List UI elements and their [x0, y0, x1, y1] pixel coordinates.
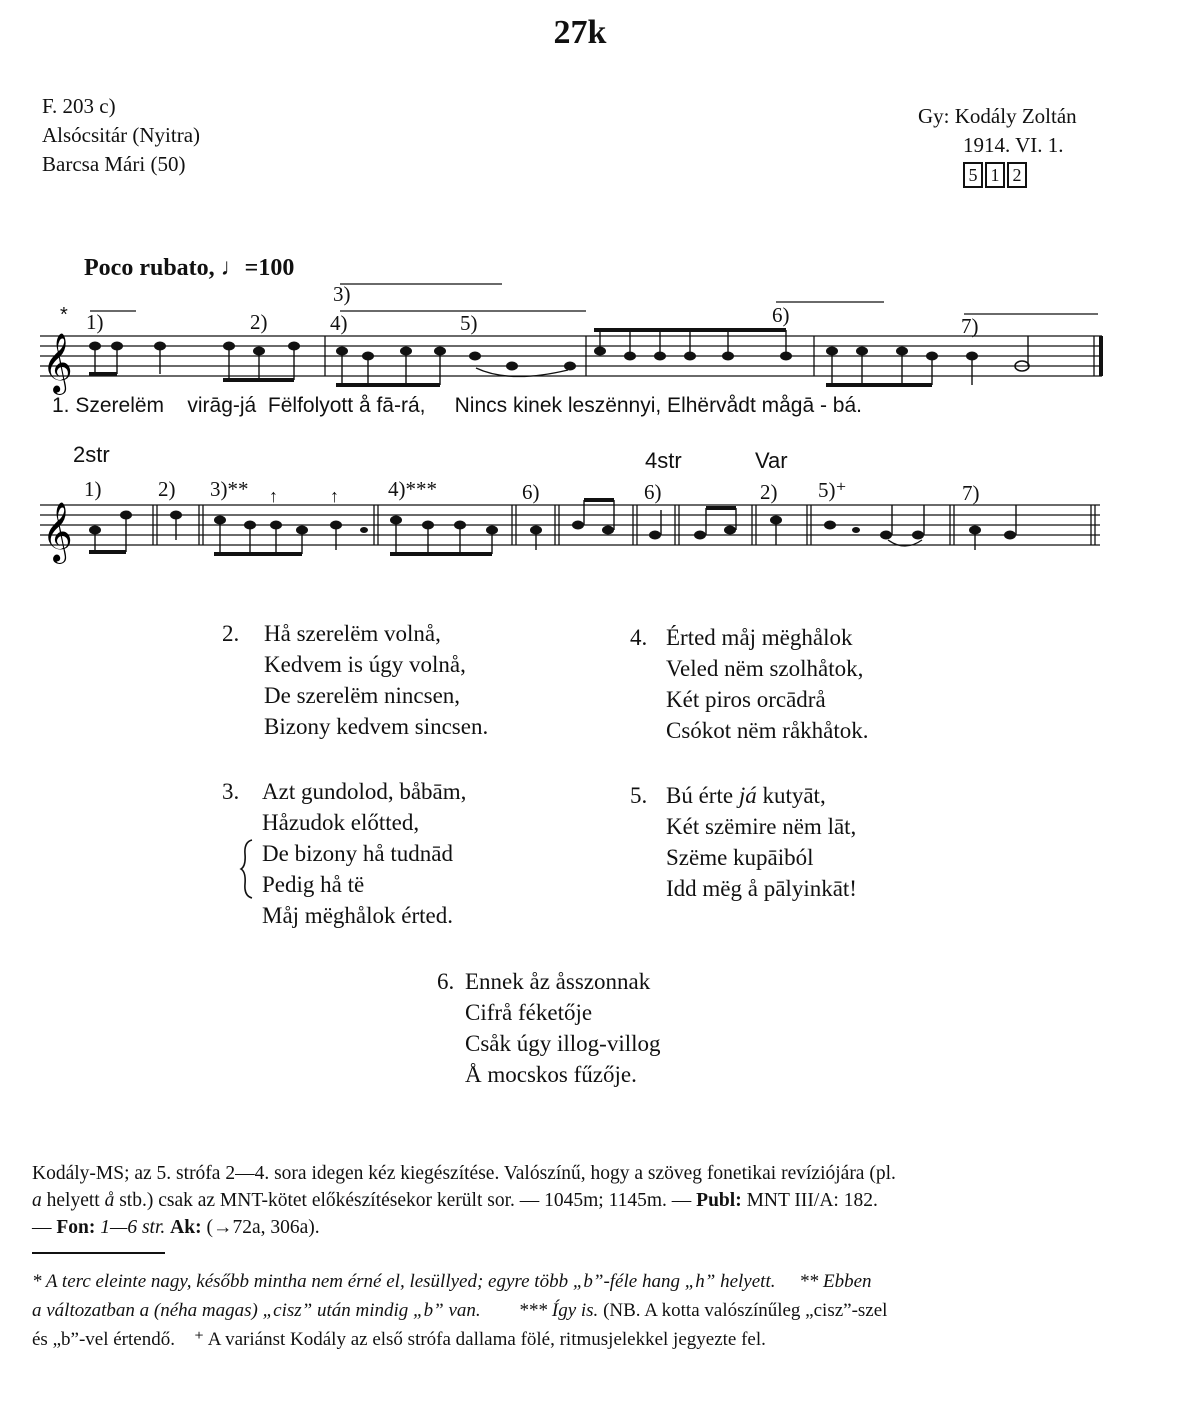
- text-span: (→72a, 306a).: [201, 1217, 320, 1238]
- stems-row-2: [89, 500, 1016, 554]
- stanza-5: [630, 780, 857, 904]
- stanza-line: Szëme kupāiból: [666, 845, 814, 870]
- stanza-line: Azt gundolod, båbām,: [262, 779, 467, 804]
- text-span: —: [32, 1217, 57, 1238]
- stanza-line: Cifrå féketője: [465, 1000, 593, 1025]
- variant-mark-7: 7): [961, 314, 979, 338]
- stanza-3: [222, 776, 466, 931]
- page-title: 27k: [553, 14, 607, 51]
- source-notes: [32, 1160, 1112, 1241]
- strophe-4-label: 4str: [645, 448, 682, 473]
- ak-label: Ak:: [170, 1217, 202, 1238]
- collector: Gy: Kodály Zoltán: [918, 104, 1077, 128]
- singer: Barcsa Mári (50): [42, 152, 186, 176]
- fon-label: Fon:: [56, 1217, 96, 1238]
- stanza-number: 2.: [222, 621, 240, 646]
- asterisk-mark: *: [60, 304, 68, 326]
- variant-mark-4: 4): [330, 311, 348, 335]
- arrow-up-icon: ↑: [330, 486, 339, 506]
- stanza-line: Å mocskos fűzője.: [465, 1062, 637, 1087]
- row2-mark-1: 1): [84, 477, 102, 501]
- stanza-number: 5.: [630, 783, 648, 808]
- footnote-text: * A terc eleinte nagy, később mintha nem érné el, lesüllyed; egyre több „b”-féle hang „h” helyett.: [32, 1271, 776, 1292]
- variant-mark-5: 5): [460, 311, 478, 335]
- stanza-line: Hå szerelëm volnå,: [264, 621, 441, 646]
- variant-label: Var: [755, 448, 788, 473]
- stanza-line: Érted måj mëghålok: [666, 625, 853, 650]
- brace-icon: [238, 838, 258, 900]
- stanza-line: De bizony hå tudnād: [262, 841, 453, 866]
- variant-mark-1: 1): [86, 310, 104, 334]
- stanza-line: Pedig hå të: [262, 872, 365, 897]
- structure-box: 2: [1007, 162, 1027, 188]
- stanza-2: [222, 618, 488, 742]
- text-span: helyett: [41, 1190, 105, 1211]
- stanza-line: De szerelëm nincsen,: [264, 683, 461, 708]
- stems-row-1: [89, 330, 1028, 385]
- structure-box: 5: [963, 162, 983, 188]
- stanza-line: Bizony kedvem sincsen.: [264, 714, 489, 739]
- source-note-line: [32, 1214, 1112, 1241]
- stanza-line: Két szëmire nëm lāt,: [666, 814, 857, 839]
- structure-box: 1: [985, 162, 1005, 188]
- stanza-line: Kedvem is úgy volnå,: [264, 652, 466, 677]
- footnote-text: (NB. A kotta valószínűleg „cisz”-szel: [598, 1300, 888, 1321]
- catalog-number: F. 203 c): [42, 94, 116, 118]
- example-letter: å: [104, 1190, 115, 1211]
- stanza-number: 4.: [630, 625, 648, 650]
- source-note-line: Kodály-MS; az 5. strófa 2—4. sora idegen kéz kiegészítése. Valószínű, hogy a szöveg fonetikai revíziójára (pl.: [32, 1163, 896, 1184]
- row2-mark-6b: 6): [644, 480, 662, 504]
- stanza-line: Csåk úgy illog-villog: [465, 1031, 661, 1056]
- row2-mark-4: 4)***: [388, 477, 437, 501]
- stanza-line: Két piros orcādrå: [666, 687, 826, 712]
- collection-date: 1914. VI. 1.: [963, 133, 1064, 157]
- footnote-text: a változatban a (néha magas) „cisz” után mindig „b” van.: [32, 1300, 481, 1321]
- tempo-marking: Poco rubato, ♩=100: [84, 255, 295, 281]
- treble-clef-icon: 𝄞: [42, 333, 73, 393]
- footnote-text: és „b”-vel értendő.: [32, 1329, 175, 1350]
- variant-brackets-1: [90, 284, 1098, 314]
- fon-value: 1—6 str.: [100, 1217, 166, 1238]
- stanza-line: Måj mëghålok érted.: [262, 903, 453, 928]
- location: Alsócsitár (Nyitra): [42, 123, 201, 147]
- stanza-line: Håzudok előtted,: [262, 810, 420, 835]
- variant-mark-2: 2): [250, 310, 268, 334]
- stanza-line: Bú érte: [666, 783, 739, 808]
- footnote-text: ⁺ A variánst Kodály az első strófa dallama fölé, ritmusjelekkel jegyezte fel.: [193, 1329, 766, 1350]
- row2-mark-2: 2): [158, 477, 176, 501]
- stanza-number: 6.: [437, 969, 455, 994]
- variant-mark-6: 6): [772, 303, 790, 327]
- row2-mark-2b: 2): [760, 480, 778, 504]
- text-span: stb.) csak az MNT-kötet előkészítésekor került sor. — 1045m; 1145m. —: [114, 1190, 697, 1211]
- row2-mark-6: 6): [522, 480, 540, 504]
- footnote-divider: [32, 1252, 165, 1254]
- treble-clef-icon: 𝄞: [42, 502, 73, 562]
- footnote-text: ** Ebben: [799, 1271, 872, 1292]
- stanza-number: 3.: [222, 779, 240, 804]
- lyrics-strophe-1: 1. Szerelëm virāg-já Fëlfolyott å fā-rá, Nincs kinek leszënnyi, Elhërvådt mågā - bá.: [52, 394, 862, 417]
- publ-label: Publ:: [696, 1190, 742, 1211]
- footnote-text: *** Így is.: [518, 1300, 599, 1321]
- example-letter: a: [32, 1190, 42, 1211]
- footnote-line: [32, 1267, 1112, 1296]
- text-span: MNT III/A: 182.: [741, 1190, 878, 1211]
- stanza-line: Idd mëg å pālyinkāt!: [666, 876, 857, 901]
- row2-mark-5: 5)⁺: [818, 478, 847, 502]
- stanza-line: Ennek åz åsszonnak: [465, 969, 651, 994]
- stanza-line: kutyāt,: [756, 783, 826, 808]
- strophe-2-label: 2str: [73, 442, 110, 467]
- stanza-line: Csókot nëm råkhåtok.: [666, 718, 869, 743]
- footnote-line: [32, 1325, 1112, 1354]
- row2-mark-7: 7): [962, 481, 980, 505]
- row2-mark-3: 3)**: [210, 477, 249, 501]
- stanza-line-italic: já: [738, 783, 757, 808]
- variant-mark-3: 3): [333, 282, 351, 306]
- staff-2: [40, 505, 1100, 545]
- footnotes: [32, 1267, 1112, 1354]
- music-notation: [0, 0, 1200, 600]
- stanza-4: [630, 622, 869, 746]
- footnote-line: [32, 1296, 1112, 1325]
- stanza-line: Veled nëm szolhåtok,: [666, 656, 864, 681]
- stanza-6: [437, 966, 661, 1090]
- source-note-line: [32, 1187, 1112, 1214]
- arrow-up-icon: ↑: [269, 486, 278, 506]
